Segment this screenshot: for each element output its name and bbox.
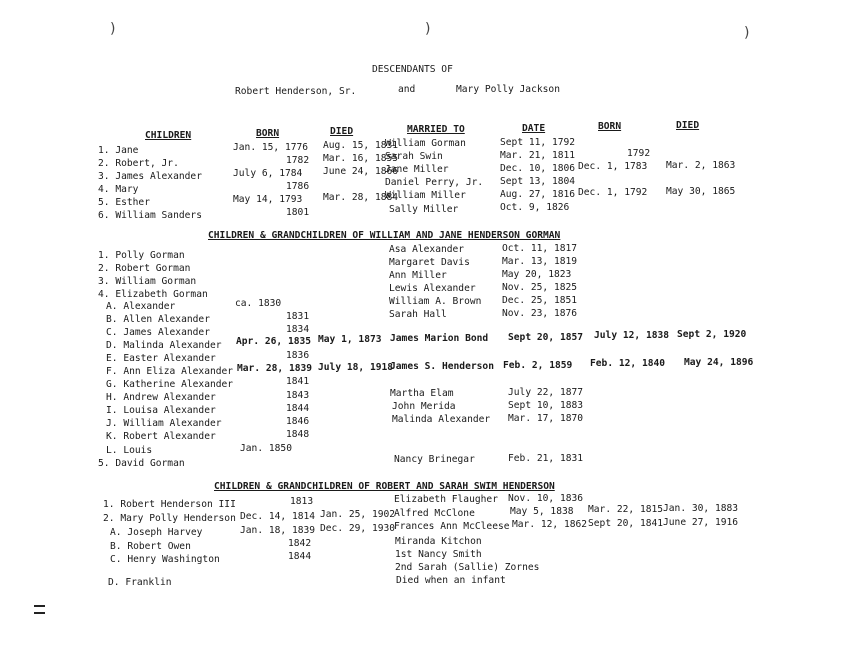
grandchild-born: 1846: [286, 416, 310, 427]
grandchild-born: Mar. 28, 1839: [237, 363, 313, 374]
child-died: Jan. 25, 1902: [320, 509, 396, 520]
marriage-date: Mar. 21, 1811: [500, 150, 576, 161]
marriage-date: Sept 11, 1792: [500, 137, 576, 148]
spouse-name: Lewis Alexander: [389, 283, 476, 294]
child-name: 1. Jane: [98, 145, 139, 156]
grandchild-born: 1844: [286, 403, 310, 414]
spouse-died: May 24, 1896: [684, 357, 754, 368]
spouse-died: Jan. 30, 1883: [663, 503, 739, 514]
grandchild-note: Died when an infant: [396, 575, 506, 586]
marriage-date: Feb. 2, 1859: [503, 360, 573, 371]
spouse-born: Mar. 22, 1815: [588, 504, 664, 515]
col-children: CHILDREN: [145, 130, 192, 141]
marriage-date: Oct. 9, 1826: [500, 202, 570, 213]
child-died: June 24, 1866: [323, 166, 399, 177]
spouse-name: Margaret Davis: [389, 257, 470, 268]
ancestor-name-right: Mary Polly Jackson: [456, 84, 560, 95]
grandchild-name: A. Joseph Harvey: [110, 527, 203, 538]
spouse-born: Dec. 1, 1783: [578, 161, 648, 172]
grandchild-born: Jan. 18, 1839: [240, 525, 316, 536]
child-name: 4. Mary: [98, 184, 139, 195]
marriage-date: May 20, 1823: [502, 269, 572, 280]
grandchild-died: Dec. 29, 1930: [320, 523, 396, 534]
spouse-name: 2nd Sarah (Sallie) Zornes: [395, 562, 540, 573]
marriage-date: Mar. 13, 1819: [502, 256, 578, 267]
spouse-died: May 30, 1865: [666, 186, 736, 197]
grandchild-name: H. Andrew Alexander: [106, 392, 216, 403]
child-name: 6. William Sanders: [98, 210, 202, 221]
grandchild-born: 1836: [286, 350, 310, 361]
col-married-to: MARRIED TO: [407, 124, 465, 135]
grandchild-name: C. Henry Washington: [110, 554, 220, 565]
spouse-name: James S. Henderson: [390, 361, 494, 372]
spouse-name: James Marion Bond: [390, 333, 489, 344]
col-born: BORN: [256, 128, 280, 139]
grandchild-name: E. Easter Alexander: [106, 353, 216, 364]
child-born: May 14, 1793: [233, 194, 303, 205]
grandchild-born: 1841: [286, 376, 310, 387]
col-spouse-born: BORN: [598, 121, 622, 132]
marriage-date: July 22, 1877: [508, 387, 584, 398]
grandchild-born: 1843: [286, 390, 310, 401]
child-died: Aug. 15, 1831: [323, 140, 399, 151]
grandchild-name: B. Robert Owen: [110, 541, 191, 552]
child-born: Dec. 14, 1814: [240, 511, 316, 522]
spouse-name: Ann Miller: [389, 270, 447, 281]
col-date: DATE: [522, 123, 546, 134]
scan-speck: ): [425, 21, 431, 37]
marriage-date: Nov. 23, 1876: [502, 308, 578, 319]
grandchild-name: D. Malinda Alexander: [106, 340, 222, 351]
grandchild-name: F. Ann Eliza Alexander: [106, 366, 234, 377]
margin-mark: [34, 612, 45, 614]
child-born: 1801: [286, 207, 310, 218]
grandchild-died: July 18, 1918: [318, 362, 394, 373]
spouse-name: William Miller: [385, 190, 466, 201]
spouse-name: Daniel Perry, Jr.: [385, 177, 484, 188]
spouse-born: Dec. 1, 1792: [578, 187, 648, 198]
child-name: 3. James Alexander: [98, 171, 202, 182]
scan-speck: ): [110, 21, 116, 37]
spouse-name: Sarah Hall: [389, 309, 447, 320]
child-born: Jan. 15, 1776: [233, 142, 309, 153]
child-died: Mar. 16, 1855: [323, 153, 399, 164]
spouse-name: 1st Nancy Smith: [395, 549, 482, 560]
spouse-name: John Merida: [392, 401, 456, 412]
child-died: Mar. 28, 1884: [323, 192, 399, 203]
scan-speck: ): [744, 25, 750, 41]
col-spouse-died: DIED: [676, 120, 700, 131]
grandchild-name: A. Alexander: [106, 301, 176, 312]
child-born: 1782: [286, 155, 310, 166]
grandchild-name: J. William Alexander: [106, 418, 222, 429]
grandchild-born: 1842: [288, 538, 312, 549]
spouse-name: William A. Brown: [389, 296, 482, 307]
child-name: 1. Polly Gorman: [98, 250, 185, 261]
grandchild-name: L. Louis: [106, 445, 153, 456]
grandchild-name: D. Franklin: [108, 577, 172, 588]
child-name: 2. Robert Gorman: [98, 263, 191, 274]
marriage-date: Mar. 17, 1870: [508, 413, 584, 424]
section-heading-gorman: CHILDREN & GRANDCHILDREN OF WILLIAM AND JANE HENDERSON GORMAN: [208, 230, 561, 241]
grandchild-born: 1848: [286, 429, 310, 440]
spouse-name: Sarah Swin: [385, 151, 443, 162]
margin-mark: [34, 605, 45, 607]
spouse-name: Asa Alexander: [389, 244, 465, 255]
child-name: 2. Mary Polly Henderson: [103, 513, 236, 524]
marriage-date: Nov. 25, 1825: [502, 282, 578, 293]
marriage-date: Dec. 25, 1851: [502, 295, 578, 306]
grandchild-born: Apr. 26, 1835: [236, 336, 312, 347]
grandchild-born: Jan. 1850: [240, 443, 292, 454]
spouse-name: Martha Elam: [390, 388, 454, 399]
marriage-date: Aug. 27, 1816: [500, 189, 576, 200]
child-name: 3. William Gorman: [98, 276, 197, 287]
grandchild-name: I. Louisa Alexander: [106, 405, 216, 416]
marriage-date: Sept 13, 1804: [500, 176, 576, 187]
section-heading-henderson: CHILDREN & GRANDCHILDREN OF ROBERT AND SARAH SWIM HENDERSON: [214, 481, 555, 492]
child-name: 5. Esther: [98, 197, 150, 208]
marriage-date: Oct. 11, 1817: [502, 243, 578, 254]
child-name: 5. David Gorman: [98, 458, 185, 469]
spouse-name: William Gorman: [385, 138, 466, 149]
spouse-born: Feb. 12, 1840: [590, 358, 666, 369]
grandchild-born: 1831: [286, 311, 310, 322]
child-born: 1813: [290, 496, 314, 507]
grandchild-name: G. Katherine Alexander: [106, 379, 234, 390]
grandchild-born: 1834: [286, 324, 310, 335]
child-name: 2. Robert, Jr.: [98, 158, 179, 169]
grandchild-died: May 1, 1873: [318, 334, 382, 345]
spouse-died: Sept 2, 1920: [677, 329, 747, 340]
grandchild-name: C. James Alexander: [106, 327, 210, 338]
grandchild-name: K. Robert Alexander: [106, 431, 216, 442]
spouse-name: Sally Miller: [389, 204, 459, 215]
marriage-date: Dec. 10, 1806: [500, 163, 576, 174]
grandchild-born: 1844: [288, 551, 312, 562]
spouse-name: Malinda Alexander: [392, 414, 491, 425]
spouse-name: Alfred McClone: [394, 508, 475, 519]
marriage-date: Feb. 21, 1831: [508, 453, 584, 464]
grandchild-name: B. Allen Alexander: [106, 314, 210, 325]
child-name: 1. Robert Henderson III: [103, 499, 236, 510]
marriage-date: Sept 10, 1883: [508, 400, 584, 411]
marriage-date: Sept 20, 1857: [508, 332, 584, 343]
ancestor-name-left: Robert Henderson, Sr.: [235, 86, 357, 97]
spouse-name: Nancy Brinegar: [394, 454, 475, 465]
marriage-date: Nov. 10, 1836: [508, 493, 584, 504]
spouse-born: Sept 20, 1841: [588, 518, 664, 529]
spouse-died: June 27, 1916: [663, 517, 739, 528]
spouse-born: 1792: [627, 148, 651, 159]
col-died: DIED: [330, 126, 354, 137]
child-name: 4. Elizabeth Gorman: [98, 289, 208, 300]
spouse-name: Frances Ann McCleese: [394, 521, 510, 532]
spouse-born: July 12, 1838: [594, 330, 670, 341]
document-title: DESCENDANTS OF: [372, 64, 453, 75]
marriage-date: Mar. 12, 1862: [512, 519, 588, 530]
grandchild-born: ca. 1830: [235, 298, 282, 309]
marriage-date: May 5, 1838: [510, 506, 574, 517]
child-born: 1786: [286, 181, 310, 192]
child-born: July 6, 1784: [233, 168, 303, 179]
spouse-name: Elizabeth Flaugher: [394, 494, 498, 505]
spouse-name: Jane Miller: [385, 164, 449, 175]
spouse-died: Mar. 2, 1863: [666, 160, 736, 171]
ancestor-and: and: [398, 84, 416, 95]
spouse-name: Miranda Kitchon: [395, 536, 482, 547]
